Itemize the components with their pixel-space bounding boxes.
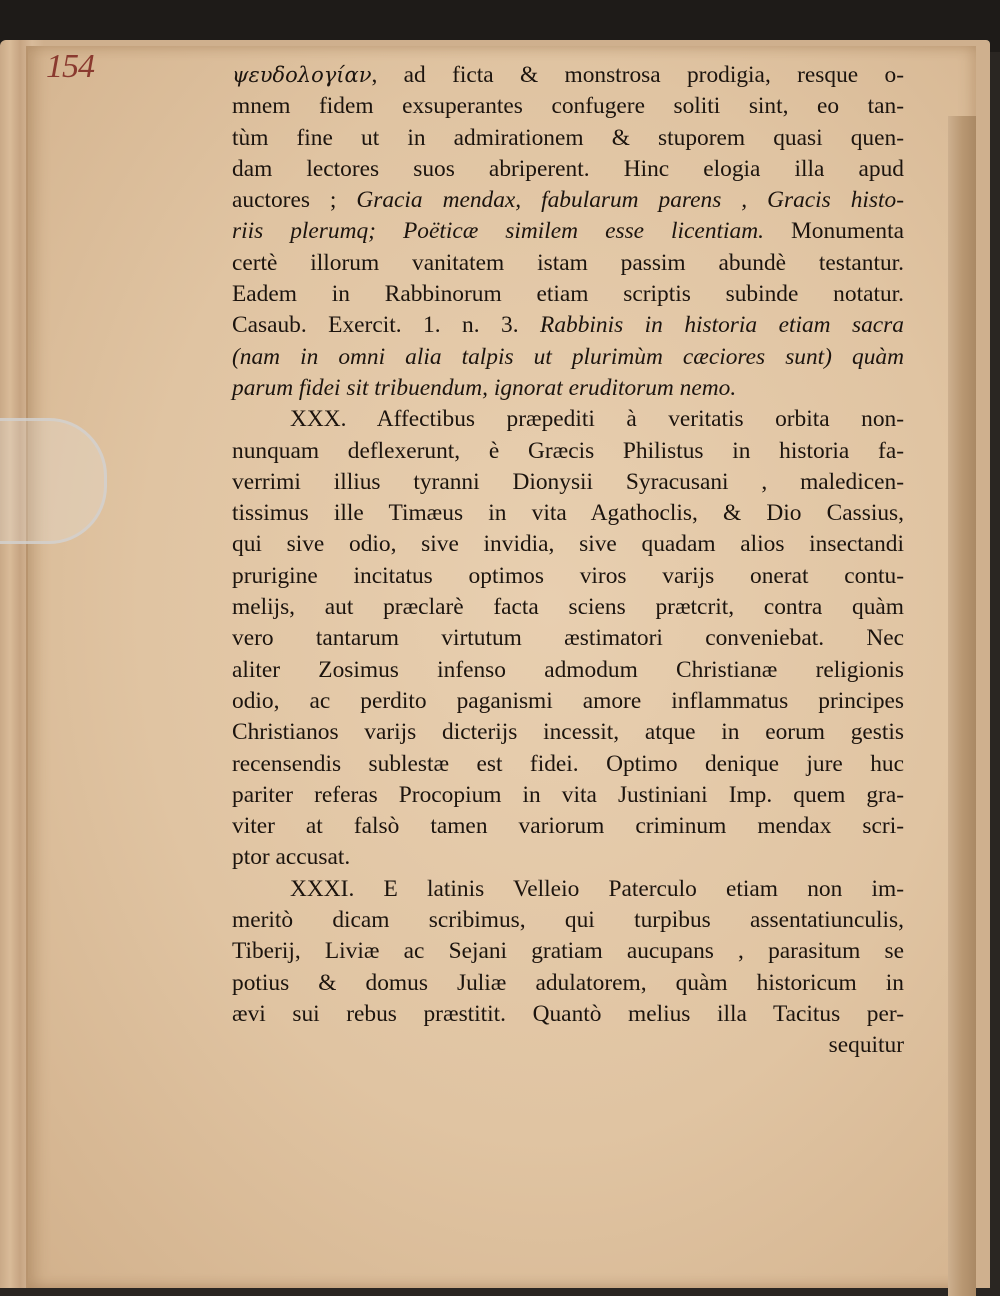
text-line xyxy=(232,185,904,216)
text-segment: XXX. Affectibus præpediti à veritatis orbita non- xyxy=(290,406,904,433)
text-line xyxy=(232,436,904,467)
text-line xyxy=(232,216,904,247)
text-line xyxy=(232,467,904,498)
text-segment: certè illorum vanitatem istam passim abundè testantur. xyxy=(232,249,904,276)
text-segment: odio, ac perdito paganismi amore inflammatus principes xyxy=(232,687,904,714)
text-segment: Christianos varijs dicterijs incessit, atque in eorum gestis xyxy=(232,719,904,746)
text-segment: Tiberij, Liviæ ac Sejani gratiam aucupans , parasitum se xyxy=(232,938,904,965)
text-line xyxy=(232,529,904,560)
text-line xyxy=(232,717,904,748)
text-segment: mnem fidem exsuperantes confugere soliti sint, eo tan- xyxy=(232,93,904,120)
text-segment: sequitur xyxy=(828,1032,904,1059)
italic-segment: (nam in omni alia talpis ut plurimùm cæciores sunt) quàm xyxy=(232,343,904,370)
text-line xyxy=(232,310,904,341)
text-line xyxy=(232,154,904,185)
text-line xyxy=(232,561,904,592)
text-segment: vero tantarum virtutum æstimatori conveniebat. Nec xyxy=(232,625,904,652)
text-line xyxy=(232,811,904,842)
text-line xyxy=(232,1030,904,1061)
text-segment: pariter referas Procopium in vita Justiniani Imp. quem gra- xyxy=(232,781,904,808)
text-line xyxy=(232,91,904,122)
text-segment: melijs, aut præclarè facta sciens prætcrit, contra quàm xyxy=(232,594,904,621)
text-line xyxy=(232,248,904,279)
text-line xyxy=(232,373,904,404)
text-segment: auctores ; xyxy=(232,187,357,214)
page-clip xyxy=(0,418,107,544)
text-segment: qui sive odio, sive invidia, sive quadam alios insectandi xyxy=(232,531,904,558)
text-segment: verrimi illius tyranni Dionysii Syracusani , maledicen- xyxy=(232,468,904,495)
text-segment: Monumenta xyxy=(763,218,904,245)
text-segment: Eadem in Rabbinorum etiam scriptis subinde notatur. xyxy=(232,281,904,308)
folio-number: 154 xyxy=(46,48,94,85)
text-block xyxy=(232,60,904,1062)
text-line xyxy=(232,123,904,154)
text-segment: ptor accusat. xyxy=(232,844,351,871)
text-line xyxy=(232,780,904,811)
text-line xyxy=(232,342,904,373)
text-line xyxy=(232,655,904,686)
text-line xyxy=(232,999,904,1030)
text-segment: tissimus ille Timæus in vita Agathoclis, & Dio Cassius, xyxy=(232,500,904,527)
text-segment: dam lectores suos abriperent. Hinc elogia illa apud xyxy=(232,155,904,182)
text-line xyxy=(232,404,904,435)
italic-segment: parum fidei sit tribuendum, ignorat eruditorum nemo. xyxy=(232,374,737,401)
text-line xyxy=(232,623,904,654)
text-line xyxy=(232,874,904,905)
text-segment: XXXI. E latinis Velleio Paterculo etiam non im- xyxy=(290,875,904,902)
text-segment: nunquam deflexerunt, è Græcis Philistus in historia fa- xyxy=(232,437,904,464)
text-line xyxy=(232,968,904,999)
italic-segment: riis plerumq; Poëticæ similem esse licentiam. xyxy=(232,218,764,245)
text-segment: , ad ficta & monstrosa prodigia, resque o- xyxy=(371,62,904,88)
text-line xyxy=(232,498,904,529)
text-line xyxy=(232,686,904,717)
text-line xyxy=(232,905,904,936)
text-segment: aliter Zosimus infenso admodum Christianæ religionis xyxy=(232,656,904,683)
text-segment: viter at falsò tamen variorum criminum mendax scri- xyxy=(232,813,904,840)
text-segment: recensendis sublestæ est fidei. Optimo denique jure huc xyxy=(232,750,904,777)
text-line xyxy=(232,592,904,623)
text-segment: potius & domus Juliæ adulatorem, quàm historicum in xyxy=(232,969,904,996)
text-line xyxy=(232,749,904,780)
text-segment: meritò dicam scribimus, qui turpibus assentatiunculis, xyxy=(232,907,904,934)
text-segment: ævi sui rebus præstitit. Quantò melius illa Tacitus per- xyxy=(232,1000,904,1027)
text-line xyxy=(232,279,904,310)
page-edge-shadow xyxy=(948,116,976,1296)
text-segment: prurigine incitatus optimos viros varijs onerat contu- xyxy=(232,562,904,589)
text-segment: Casaub. Exercit. 1. n. 3. xyxy=(232,312,541,339)
text-line xyxy=(232,842,904,873)
greek-segment: ψευδολογίαν xyxy=(232,63,372,87)
italic-segment: Gracia mendax, fabularum parens , Gracis histo- xyxy=(356,187,905,214)
text-segment: tùm fine ut in admirationem & stuporem quasi quen- xyxy=(232,124,904,151)
text-line xyxy=(232,60,904,91)
text-line xyxy=(232,936,904,967)
italic-segment: Rabbinis in historia etiam sacra xyxy=(540,312,904,339)
